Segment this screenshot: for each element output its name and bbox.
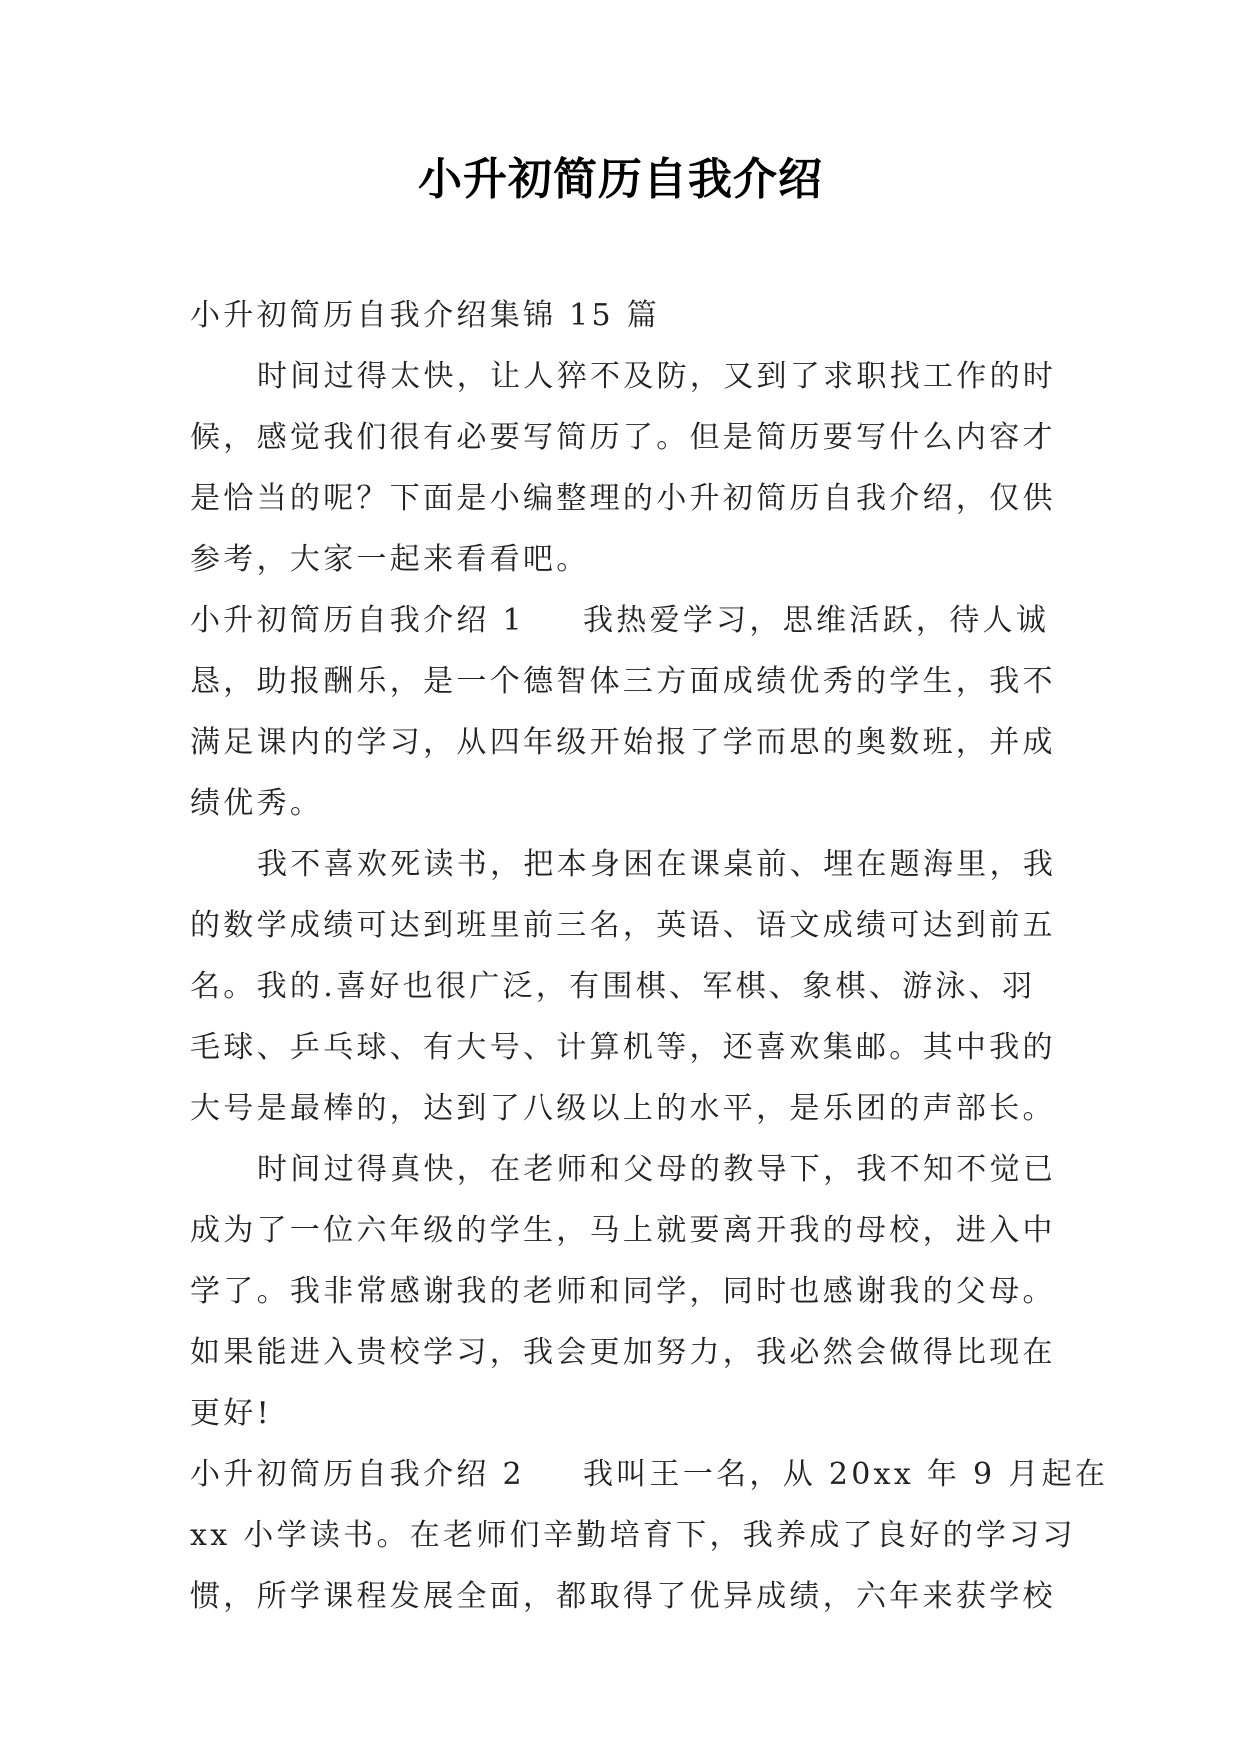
line-text: 成为了一位六年级的学生，马上就要离开我的母校，进入中 — [190, 1213, 1056, 1248]
line-text: 大号是最棒的，达到了八级以上的水平，是乐团的声部长。 — [190, 1091, 1056, 1126]
text-line — [190, 712, 1056, 773]
line-text: 小升初简历自我介绍集锦 15 篇 — [190, 298, 661, 333]
text-line — [190, 1200, 1056, 1261]
line-text: 我叫王一名，从 20xx 年 9 月起在 — [582, 1457, 1109, 1492]
line-text: 更好! — [190, 1396, 272, 1431]
text-line — [190, 468, 1056, 529]
line-text: 如果能进入贵校学习，我会更加努力，我必然会做得比现在 — [190, 1335, 1056, 1370]
line-text: 惯，所学课程发展全面，都取得了优异成绩，六年来获学校 — [190, 1579, 1056, 1614]
line-text: 时间过得太快，让人猝不及防，又到了求职找工作的时 — [257, 359, 1057, 394]
line-text: 参考，大家一起来看看吧。 — [190, 542, 590, 577]
line-text: 候，感觉我们很有必要写简历了。但是简历要写什么内容才 — [190, 420, 1056, 455]
text-line — [190, 346, 1057, 407]
text-line — [190, 529, 1050, 590]
text-line — [190, 956, 1050, 1017]
line-text: 是恰当的呢？下面是小编整理的小升初简历自我介绍，仅供 — [190, 481, 1056, 516]
line-text: 时间过得真快，在老师和父母的教导下，我不知不觉已 — [257, 1152, 1057, 1187]
text-line — [190, 1017, 1056, 1078]
line-text: 学了。我非常感谢我的老师和同学，同时也感谢我的父母。 — [190, 1274, 1056, 1309]
text-line — [190, 773, 1050, 834]
document-body — [190, 285, 1109, 1627]
text-line — [190, 1322, 1056, 1383]
text-line — [190, 895, 1056, 956]
line-text: 绩优秀。 — [190, 786, 324, 821]
text-line — [190, 285, 1050, 346]
text-line — [190, 1261, 1056, 1322]
text-line — [190, 1139, 1057, 1200]
section-heading: 小升初简历自我介绍 2 — [190, 1457, 525, 1492]
line-text: 我热爱学习，思维活跃，待人诚 — [582, 603, 1050, 638]
text-line — [190, 1566, 1056, 1627]
text-line — [190, 1078, 1056, 1139]
line-text: 名。我的.喜好也很广泛，有围棋、军棋、象棋、游泳、羽 — [190, 969, 1036, 1004]
section-heading-line — [190, 590, 1050, 651]
line-text: 的数学成绩可达到班里前三名，英语、语文成绩可达到前五 — [190, 908, 1056, 943]
line-text: 满足课内的学习，从四年级开始报了学而思的奥数班，并成 — [190, 725, 1056, 760]
text-line — [190, 1383, 1050, 1444]
section-heading-line — [190, 1444, 1109, 1505]
text-line — [190, 1505, 1076, 1566]
section-heading: 小升初简历自我介绍 1 — [190, 603, 525, 638]
line-text: 恳，助报酬乐，是一个德智体三方面成绩优秀的学生，我不 — [190, 664, 1056, 699]
line-text: 我不喜欢死读书，把本身困在课桌前、埋在题海里，我 — [257, 847, 1057, 882]
text-line — [190, 407, 1056, 468]
text-line — [190, 834, 1057, 895]
text-line — [190, 651, 1056, 712]
document-title: 小升初简历自我介绍 — [418, 154, 823, 205]
line-text: xx 小学读书。在老师们辛勤培育下，我养成了良好的学习习 — [190, 1518, 1076, 1553]
line-text: 毛球、乒乓球、有大号、计算机等，还喜欢集邮。其中我的 — [190, 1030, 1056, 1065]
